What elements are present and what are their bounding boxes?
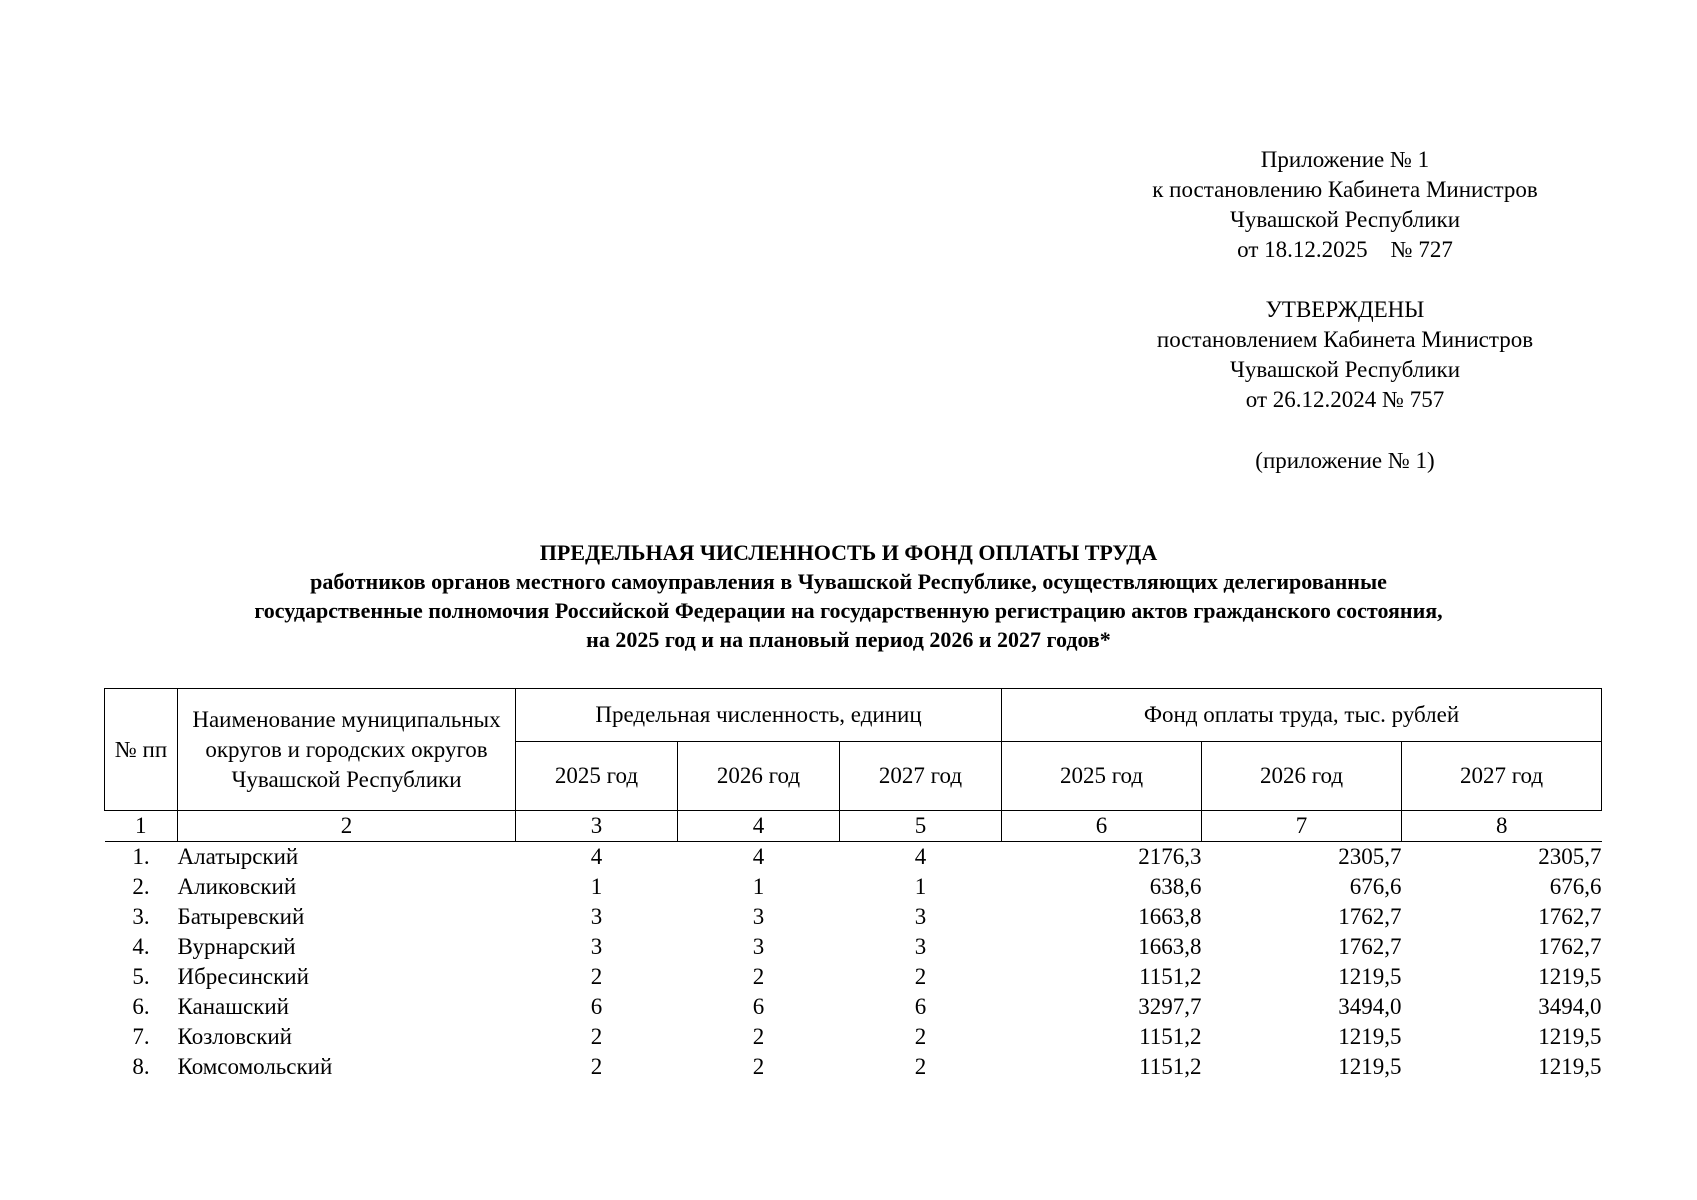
fund-2027: 2305,7 [1538,844,1602,869]
appendix-reference: (приложение № 1) [1255,448,1435,473]
appendix-republic: Чувашской Республики [1229,207,1461,232]
column-number: 7 [1202,811,1402,842]
column-number: 4 [678,811,840,842]
fund-2025: 1663,8 [1138,904,1202,929]
count-2026: 2 [752,1024,765,1049]
title-line-1: ПРЕДЕЛЬНАЯ ЧИСЛЕННОСТЬ И ФОНД ОПЛАТЫ ТРУДА [539,540,1158,565]
district-name: Комсомольский [177,1054,333,1079]
appendix-resolution-ref: к постановлению Кабинета Министров [1152,177,1538,202]
count-2025: 3 [590,934,603,959]
approved-label: УТВЕРЖДЕНЫ [1265,297,1425,322]
fund-2025: 3297,7 [1138,994,1202,1019]
fund-2026: 1762,7 [1338,904,1402,929]
table-row [105,1022,1602,1052]
row-number: 5. [132,964,150,989]
district-name: Козловский [177,1024,292,1049]
header-fund-group: Фонд оплаты труда, тыс. рублей [1002,689,1602,742]
fund-2026: 1219,5 [1338,964,1402,989]
count-2026: 3 [752,904,765,929]
district-name: Канашский [177,994,289,1019]
fund-2025: 1151,2 [1139,1024,1202,1049]
fund-2027: 3494,0 [1538,994,1602,1019]
appendix-block [1095,145,1595,476]
fund-2026: 1762,7 [1338,934,1402,959]
appendix-number: Приложение № 1 [1260,147,1430,172]
count-2026: 2 [752,1054,765,1079]
header-count-2027: 2027 год [840,742,1002,811]
title-line-3: государственные полномочия Российской Федерации на государственную регистрацию актов гражданского состояния, [254,598,1443,623]
count-2025: 2 [590,964,603,989]
fund-2026: 1219,5 [1338,1024,1402,1049]
title-line-4: на 2025 год и на плановый период 2026 и 2027 годов* [586,627,1111,652]
header-count-group: Предельная численность, единиц [516,689,1002,742]
fund-2026: 2305,7 [1338,844,1402,869]
fund-2027: 676,6 [1549,874,1602,899]
row-number: 8. [132,1054,150,1079]
fund-2025: 1151,2 [1139,1054,1202,1079]
count-2027: 3 [914,904,927,929]
approved-resolution: постановлением Кабинета Министров [1156,327,1534,352]
table-row [105,842,1602,873]
district-name: Ибресинский [177,964,309,989]
header-fund-2026: 2026 год [1202,742,1402,811]
count-2025: 2 [590,1054,603,1079]
count-2025: 6 [590,994,603,1019]
header-count-2026: 2026 год [678,742,840,811]
fund-2027: 1762,7 [1538,904,1602,929]
district-name: Алатырский [177,844,299,869]
table-row [105,1052,1602,1082]
row-number: 2. [132,874,150,899]
column-number: 6 [1002,811,1202,842]
appendix-date-number: от 18.12.2025 № 727 [1237,237,1453,262]
count-2027: 2 [914,964,927,989]
column-number: 1 [105,811,178,842]
column-number: 2 [178,811,516,842]
column-number: 3 [516,811,678,842]
approved-republic: Чувашской Республики [1229,357,1461,382]
count-2026: 6 [752,994,765,1019]
column-number: 8 [1402,811,1602,842]
count-2026: 4 [752,844,765,869]
table-row [105,902,1602,932]
title-line-2: работников органов местного самоуправления в Чувашской Республике, осуществляющих делегированные [310,569,1387,594]
district-name: Аликовский [177,874,297,899]
row-number: 7. [132,1024,150,1049]
header-fund-2025: 2025 год [1002,742,1202,811]
count-2025: 1 [590,874,603,899]
row-number: 6. [132,994,150,1019]
fund-2025: 1151,2 [1139,964,1202,989]
row-number: 1. [132,844,150,869]
fund-2026: 676,6 [1349,874,1402,899]
fund-2025: 2176,3 [1138,844,1202,869]
fund-2026: 3494,0 [1338,994,1402,1019]
district-name: Батыревский [177,904,305,929]
count-2025: 3 [590,904,603,929]
fund-2027: 1219,5 [1538,1024,1602,1049]
count-2025: 2 [590,1024,603,1049]
column-number: 5 [840,811,1002,842]
count-2027: 3 [914,934,927,959]
count-2027: 6 [914,994,927,1019]
fund-2025: 638,6 [1149,874,1202,899]
table-row [105,962,1602,992]
column-numbers-row [105,811,1602,842]
count-2027: 2 [914,1024,927,1049]
count-2026: 1 [752,874,765,899]
count-2027: 1 [914,874,927,899]
fund-2027: 1219,5 [1538,1054,1602,1079]
table-row [105,932,1602,962]
data-table [104,688,1602,1082]
table-row [105,872,1602,902]
table-row [105,992,1602,1022]
fund-2025: 1663,8 [1138,934,1202,959]
row-number: 3. [132,904,150,929]
row-number: 4. [132,934,150,959]
header-name: Наименование муниципальных округов и городских округов Чувашской Республики [178,689,516,811]
fund-2027: 1762,7 [1538,934,1602,959]
fund-2026: 1219,5 [1338,1054,1402,1079]
fund-2027: 1219,5 [1538,964,1602,989]
approved-date-number: от 26.12.2024 № 757 [1245,387,1445,412]
count-2026: 2 [752,964,765,989]
header-fund-2027: 2027 год [1402,742,1602,811]
count-2027: 4 [914,844,927,869]
header-count-2025: 2025 год [516,742,678,811]
count-2026: 3 [752,934,765,959]
header-number: № пп [105,689,178,811]
count-2025: 4 [590,844,603,869]
document-title [0,538,1697,654]
count-2027: 2 [914,1054,927,1079]
district-name: Вурнарский [177,934,296,959]
